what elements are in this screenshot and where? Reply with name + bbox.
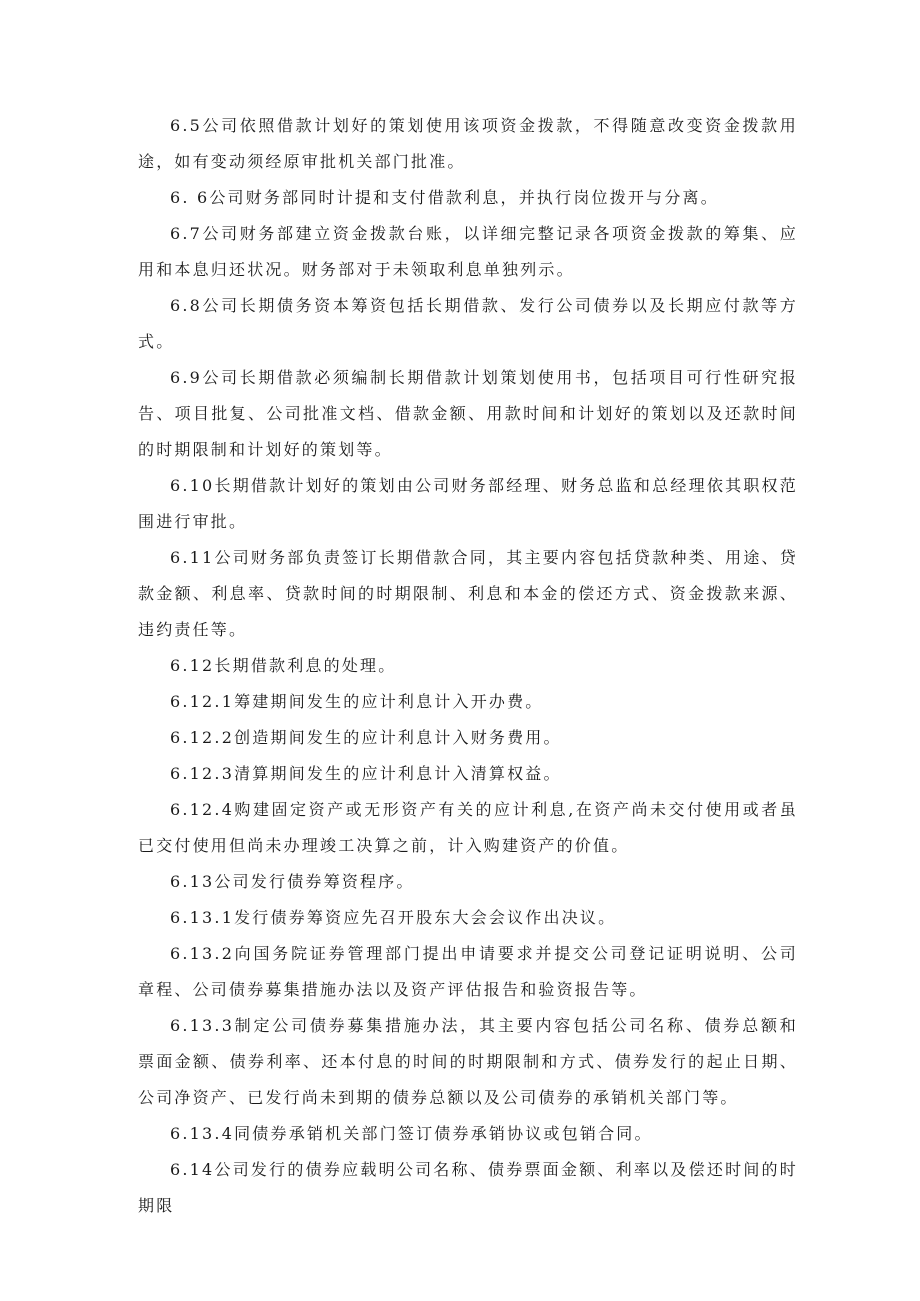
paragraph-6-12-3: 6.12.3清算期间发生的应计利息计入清算权益。 bbox=[170, 764, 562, 783]
paragraph-6-5: 6.5公司依照借款计划好的策划使用该项资金拨款，不得随意改变资金拨款用途，如有变动须经原审批机关部门批准。 bbox=[138, 116, 798, 171]
paragraph-6-11: 6.11公司财务部负责签订长期借款合同，其主要内容包括贷款种类、用途、贷款金额、利息率、贷款时间的时期限制、利息和本金的偿还方式、资金拨款来源、违约责任等。 bbox=[138, 548, 798, 639]
paragraph-6-14: 6.14公司发行的债券应载明公司名称、债券票面金额、利率以及偿还时间的时期限 bbox=[138, 1160, 798, 1215]
paragraph-6-12: 6.12长期借款利息的处理。 bbox=[170, 656, 397, 675]
paragraph-6-12-2: 6.12.2创造期间发生的应计利息计入财务费用。 bbox=[170, 728, 562, 747]
paragraph-6-12-4: 6.12.4购建固定资产或无形资产有关的应计利息,在资产尚未交付使用或者虽已交付使用但尚未办理竣工决算之前，计入购建资产的价值。 bbox=[138, 800, 798, 855]
paragraph-6-12-1: 6.12.1筹建期间发生的应计利息计入开办费。 bbox=[170, 692, 544, 711]
document-body bbox=[138, 108, 798, 1224]
paragraph-6-8: 6.8公司长期债务资本筹资包括长期借款、发行公司债券以及长期应付款等方式。 bbox=[138, 296, 798, 351]
paragraph-6-6: 6. 6公司财务部同时计提和支付借款利息，并执行岗位拨开与分离。 bbox=[170, 188, 719, 207]
paragraph-6-13-2: 6.13.2向国务院证券管理部门提出申请要求并提交公司登记证明说明、公司章程、公司债券募集措施办法以及资产评估报告和验资报告等。 bbox=[138, 944, 798, 999]
paragraph-6-7: 6.7公司财务部建立资金拨款台账，以详细完整记录各项资金拨款的筹集、应用和本息归还状况。财务部对于未领取利息单独列示。 bbox=[138, 224, 798, 279]
paragraph-6-13-1: 6.13.1发行债券筹资应先召开股东大会会议作出决议。 bbox=[170, 908, 617, 927]
paragraph-6-10: 6.10长期借款计划好的策划由公司财务部经理、财务总监和总经理依其职权范围进行审批。 bbox=[138, 476, 798, 531]
paragraph-6-13: 6.13公司发行债券筹资程序。 bbox=[170, 872, 415, 891]
paragraph-6-13-3: 6.13.3制定公司债券募集措施办法，其主要内容包括公司名称、债券总额和票面金额、债券利率、还本付息的时间的时期限制和方式、债券发行的起止日期、公司净资产、已发行尚未到期的债券总额以及公司债券的承销机关部门等。 bbox=[138, 1016, 798, 1107]
paragraph-6-13-4: 6.13.4同债券承销机关部门签订债券承销协议或包销合同。 bbox=[170, 1124, 653, 1143]
paragraph-6-9: 6.9公司长期借款必须编制长期借款计划策划使用书，包括项目可行性研究报告、项目批复、公司批准文档、借款金额、用款时间和计划好的策划以及还款时间的时期限制和计划好的策划等。 bbox=[138, 368, 798, 459]
